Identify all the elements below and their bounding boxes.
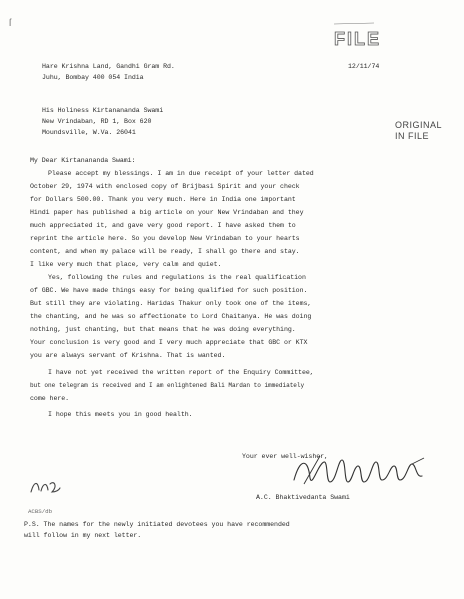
stamp-line-2: IN FILE <box>395 131 430 141</box>
body-line: the chanting, and he was so affectionate to Lord Chaitanya. He was doing <box>30 313 312 320</box>
handwritten-initials-mark <box>28 478 62 496</box>
salutation: My Dear Kirtanananda Swami: <box>30 157 136 164</box>
body-line: but one telegram is received and I am enlightened Bali Mardan to immediately <box>30 382 305 389</box>
signature-graphic <box>290 452 430 492</box>
body-line: Yes, following the rules and regulations is the real qualification <box>48 274 306 281</box>
body-line: Please accept my blessings. I am in due receipt of your letter dated <box>48 170 314 177</box>
stamp-line-1: ORIGINAL <box>395 120 443 130</box>
file-stamp-graphic <box>330 18 380 52</box>
sender-address-line-1: Hare Krishna Land, Gandhi Gram Rd. <box>42 63 175 70</box>
recipient-line-1: His Holiness Kirtanananda Swami <box>42 107 164 114</box>
body-line: I hope this meets you in good health. <box>48 411 193 418</box>
file-stamp <box>330 18 380 52</box>
body-line: much appreciated it, and gave very good report. I have asked them to <box>30 222 296 229</box>
body-line: Hindi paper has published a big article on your New Vrindaban and they <box>30 209 304 216</box>
postscript-line-2: will follow in my next letter. <box>24 532 142 539</box>
body-line: Your conclusion is very good and I very much appreciate that GBC or KTX <box>30 339 308 346</box>
sender-address-line-2: Juhu, Bombay 400 054 India <box>42 74 144 81</box>
margin-mark: ſ <box>9 18 12 29</box>
body-line: of GBC. We have made things easy for being qualified for such position. <box>30 287 308 294</box>
recipient-line-3: Moundsville, W.Va. 26041 <box>42 129 136 136</box>
body-line: I like very much that place, very calm and quiet. <box>30 261 222 268</box>
recipient-line-2: New Vrindaban, RD 1, Box 620 <box>42 118 152 125</box>
body-line: reprint the article here. So you develop New Vrindaban to your hearts <box>30 235 300 242</box>
body-line: nothing, just chanting, but that means that he was doing everything. <box>30 326 296 333</box>
body-line: content, and when my palace will be ready, I shall go there and stay. <box>30 248 300 255</box>
body-line: I have not yet received the written report of the Enquiry Committee, <box>48 369 314 376</box>
body-line: for Dollars 500.00. Thank you very much. Here in India one important <box>30 196 296 203</box>
original-in-file-stamp <box>395 120 442 142</box>
signatory-name: A.C. Bhaktivedanta Swami <box>256 494 350 501</box>
body-line: you are always servant of Krishna. That is wanted. <box>30 352 226 359</box>
letter-date: 12/11/74 <box>348 63 380 70</box>
postscript-line-1: P.S. The names for the newly initiated devotees you have recommended <box>24 521 290 528</box>
closing-line: Your ever well-wisher, <box>242 453 328 460</box>
body-line: But still they are violating. Haridas Thakur only took one of the items, <box>30 300 312 307</box>
svg-text:FILE: FILE <box>334 29 380 49</box>
typist-initials: ACBS/db <box>28 508 53 515</box>
body-line: October 29, 1974 with enclosed copy of Brijbasi Spirit and your check <box>30 183 300 190</box>
body-line: come here. <box>30 395 70 402</box>
initials-graphic <box>28 478 62 496</box>
handwritten-signature <box>290 452 430 492</box>
